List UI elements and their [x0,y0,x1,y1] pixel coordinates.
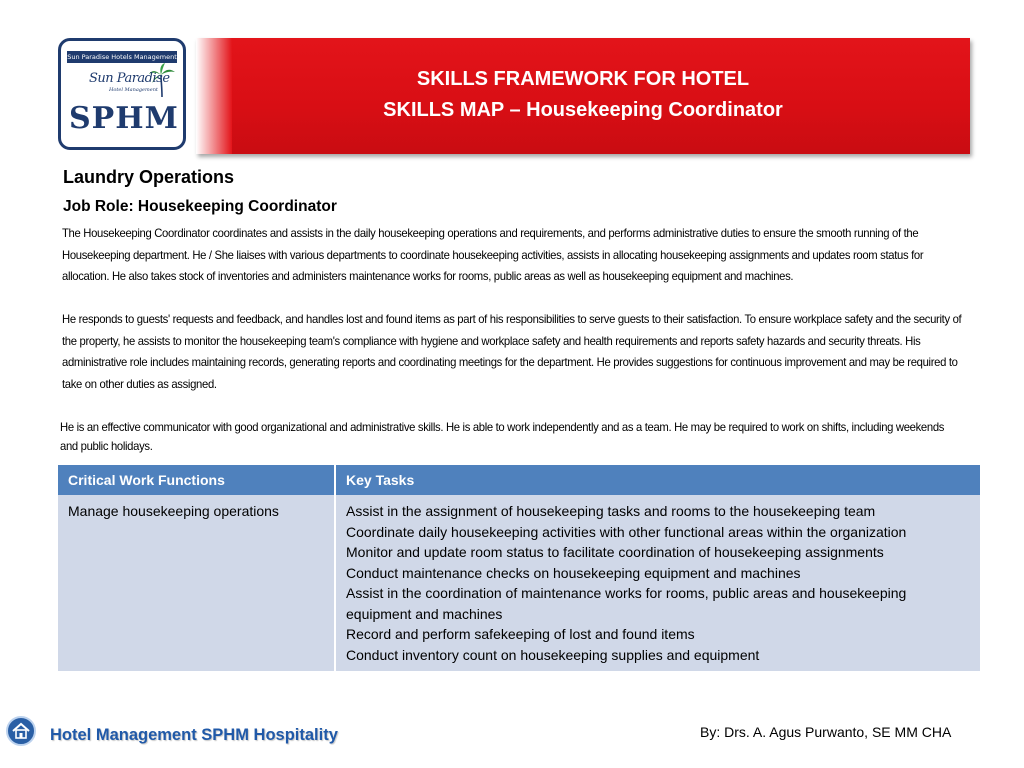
logo-strip-text: Sun Paradise Hotels Management [67,53,177,61]
header-critical-work-functions: Critical Work Functions [58,465,335,495]
key-task-item: Assist in the coordination of maintenance works for rooms, public areas and housekeeping equipment and machines [346,585,907,622]
logo-script-text: Sun Paradise [89,71,170,86]
banner-title-line1: SKILLS FRAMEWORK FOR HOTEL [416,68,750,90]
description-paragraph-2: He responds to guests' requests and feedback, and handles lost and found items as part of his responsibilities to serve guests to their satisfaction. To ensure workplace safety and the security of the property, he assists to monitor the housekeeping team's compliance with hygiene and workplace safety and health requirements and reports safety hazards and security threats. His administrative role includes maintaining records, generating reports and coordinating meetings for the department. He provides suggestions for continuous improvement and may be required to take on other duties as assigned. [62,312,962,391]
title-banner [196,38,970,154]
section-heading: Laundry Operations [63,167,235,187]
description-paragraph-1: The Housekeeping Coordinator coordinates and assists in the daily housekeeping operations and requirements, and performs administrative duties to ensure the smooth running of the Housekeeping department. He / She liaises with various departments to coordinate housekeeping activities, assists in allocating housekeeping assignments and updates room status for allocation. He also takes stock of inventories and administers maintenance works for rooms, public areas as well as housekeeping equipment and machines. [62,226,924,283]
banner-title-line2: SKILLS MAP – Housekeeping Coordinator [383,99,783,121]
sphm-logo [58,38,186,150]
description-paragraph-3: He is an effective communicator with good organizational and administrative skills. He is able to work independently and as a team. He may be required to work on shifts, including weekends and public holidays. [60,420,945,453]
header-key-tasks: Key Tasks [335,465,980,495]
key-tasks-cell [335,495,980,671]
table-header-row [58,465,980,495]
home-icon[interactable] [6,716,36,746]
footer-author-text: By: Drs. A. Agus Purwanto, SE MM CHA [700,724,952,740]
footer-brand-text: Hotel Management SPHM Hospitality [50,726,338,744]
logo-sub-text: Hotel Management [109,87,158,93]
key-task-item: Assist in the assignment of housekeeping tasks and rooms to the housekeeping team [346,503,876,519]
logo-main-text: SPHM [69,101,179,136]
key-task-item: Conduct maintenance checks on housekeeping equipment and machines [346,564,801,581]
critical-work-function-cell: Manage housekeeping operations [58,495,335,671]
key-task-item: Conduct inventory count on housekeeping supplies and equipment [346,646,760,663]
key-task-item: Monitor and update room status to facilitate coordination of housekeeping assignments [346,544,884,560]
table-row [58,495,980,671]
skills-table [58,465,980,671]
key-task-item: Coordinate daily housekeeping activities with other functional areas within the organization [346,523,907,540]
job-role-heading: Job Role: Housekeeping Coordinator [63,198,337,215]
key-task-item: Record and perform safekeeping of lost and found items [346,626,695,642]
